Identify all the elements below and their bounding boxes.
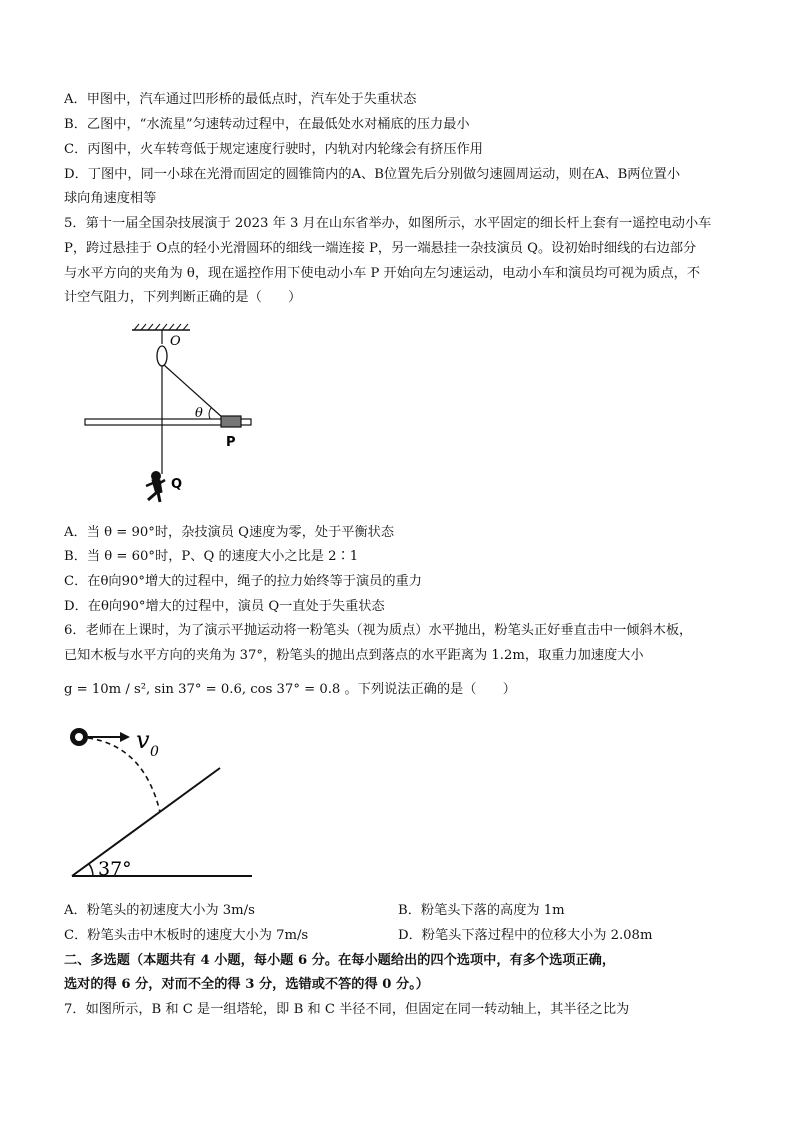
angle-arc <box>209 408 211 419</box>
q5-stem-line4: 计空气阻力，下列判断正确的是（ ） <box>64 290 302 305</box>
q4-option-b: B．乙图中，“水流星”匀速转动过程中，在最低处水对桶底的压力最小 <box>64 117 470 132</box>
q5-option-b: B．当 θ = 60°时，P、Q 的速度大小之比是 2∶1 <box>64 549 359 564</box>
ceiling-hatch <box>134 324 188 330</box>
label-p: P <box>226 435 236 450</box>
q7-stem-line1: 7．如图所示，B 和 C 是一组塔轮，即 B 和 C 半径不同，但固定在同一转动轴上，其半径之比为 <box>64 1002 630 1017</box>
q6-stem-line1: 6．老师在上课时，为了演示平抛运动将一粉笔头（视为质点）水平抛出，粉笔头正好垂直击中一倾斜木板， <box>64 623 693 638</box>
q5-stem-line1: 5．第十一届全国杂技展演于 2023 年 3 月在山东省举办，如图所示，水平固定的细长杆上套有一遥控电动小车 <box>64 216 712 231</box>
section2-title-line1: 二、多选题（本题共有 4 小题，每小题 6 分。在每小题给出的四个选项中，有多个选项正确， <box>64 953 616 968</box>
ring <box>157 346 167 366</box>
q4-option-c: C．丙图中，火车转弯低于规定速度行驶时，内轨对内轮缘会有挤压作用 <box>64 142 483 157</box>
rope-to-p <box>164 365 223 418</box>
label-o: O <box>170 334 181 349</box>
q5-option-d: D．在θ向90°增大的过程中，演员 Q一直处于失重状态 <box>64 599 385 614</box>
incline-angle-arc <box>89 864 93 876</box>
q6-option-b: B．粉笔头下落的高度为 1m <box>398 903 565 918</box>
label-theta: θ <box>195 406 203 421</box>
label-angle: 37° <box>98 858 132 880</box>
q5-stem-line2: P，跨过悬挂于 O点的轻小光滑圆环的细线一端连接 P，另一端悬挂一杂技演员 Q。设初始时细线的右边部分 <box>64 241 697 256</box>
q6-option-c: C．粉笔头击中木板时的速度大小为 7m/s <box>64 928 309 943</box>
q4-option-d-line2: 球向角速度相等 <box>64 191 157 206</box>
q5-figure <box>80 318 270 513</box>
q6-option-d: D．粉笔头下落过程中的位移大小为 2.08m <box>398 928 653 943</box>
performer-q <box>146 472 165 503</box>
incline-board <box>72 768 220 876</box>
q6-stem-line3: g = 10m / s², sin 37° = 0.6, cos 37° = 0.8 。下列说法正确的是（ ） <box>64 682 516 697</box>
car-p <box>221 416 241 427</box>
label-q: Q <box>171 477 183 492</box>
chalk-ball-center <box>75 733 83 741</box>
section2-title-line2: 选对的得 6 分，对而不全的得 3 分，选错或不答的得 0 分。） <box>64 977 429 992</box>
q5-option-c: C．在θ向90°增大的过程中，绳子的拉力始终等于演员的重力 <box>64 574 422 589</box>
q4-option-a: A．甲图中，汽车通过凹形桥的最低点时，汽车处于失重状态 <box>64 92 417 107</box>
label-v-subscript: 0 <box>150 744 159 760</box>
q6-option-a: A．粉笔头的初速度大小为 3m/s <box>64 903 255 918</box>
q4-option-d-line1: D．丁图中，同一小球在光滑而固定的圆锥筒内的A、B位置先后分别做匀速圆周运动，则在A、B两位置小 <box>64 167 681 182</box>
q6-figure <box>64 720 279 885</box>
label-v: v <box>136 726 150 754</box>
velocity-arrowhead <box>120 732 130 742</box>
q5-stem-line3: 与水平方向的夹角为 θ，现在遥控作用下使电动小车 P 开始向左匀速运动，电动小车和演员均可视为质点，不 <box>64 266 701 281</box>
q5-option-a: A．当 θ = 90°时，杂技演员 Q速度为零，处于平衡状态 <box>64 525 395 540</box>
q6-stem-line2: 已知木板与水平方向的夹角为 37°，粉笔头的抛出点到落点的水平距离为 1.2m，取重力加速度大小 <box>64 648 644 663</box>
